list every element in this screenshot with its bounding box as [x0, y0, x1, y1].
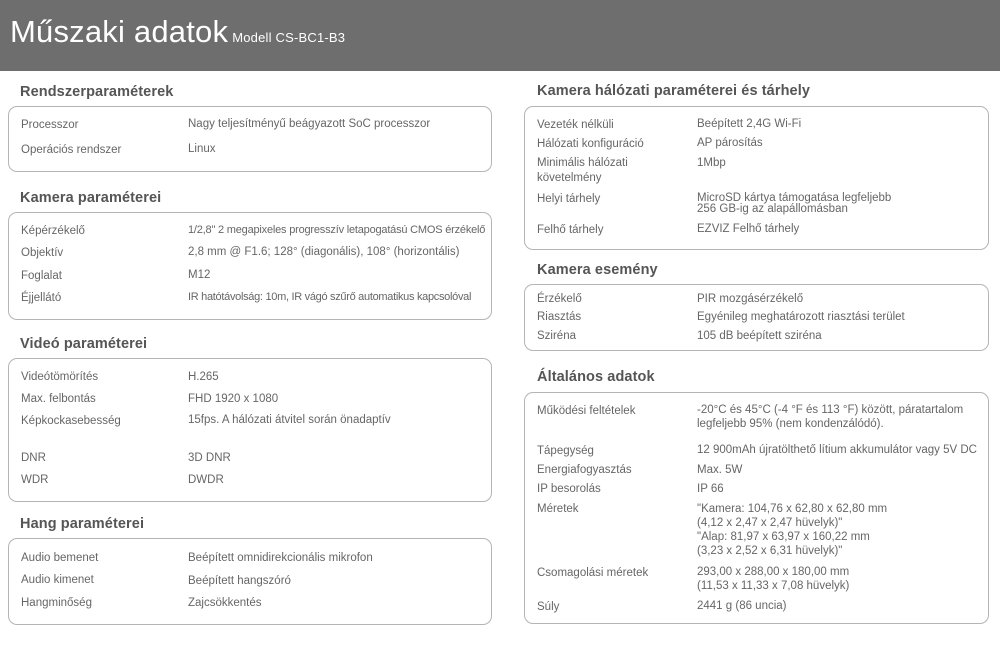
section-title-audio: Hang paraméterei: [20, 516, 145, 532]
spec-label: Videótömörítés: [21, 371, 99, 383]
spec-label: Riasztás: [537, 311, 582, 323]
spec-label: IP besorolás: [537, 483, 601, 495]
spec-value: Linux: [188, 143, 216, 155]
spec-value: IR hatótávolság: 10m, IR vágó szűrő automatikus kapcsolóval: [188, 291, 472, 303]
spec-label: Csomagolási méretek: [537, 567, 649, 579]
spec-label: Energiafogyasztás: [537, 464, 632, 476]
spec-value: M12: [188, 269, 211, 281]
spec-value: MicroSD kártya támogatása legfeljebb: [697, 192, 892, 204]
spec-value: 105 dB beépített sziréna: [697, 330, 822, 342]
spec-value-line2: 256 GB-ig az alapállomásban: [697, 203, 848, 215]
page-header: [0, 0, 1000, 71]
spec-value-line3: "Alap: 81,97 x 63,97 x 160,22 mm: [697, 531, 870, 543]
spec-value-line2: (4,12 x 2,47 x 2,47 hüvelyk)": [697, 517, 843, 529]
camera-params-box: [8, 212, 492, 320]
spec-value: 2441 g (86 uncia): [697, 600, 787, 612]
spec-value-line2: (11,53 x 11,33 x 7,08 hüvelyk): [697, 580, 850, 592]
spec-label: Audio bemenet: [21, 552, 99, 564]
spec-value: -20°C és 45°C (-4 °F és 113 °F) között, páratartalom: [697, 404, 964, 416]
spec-label: Foglalat: [21, 270, 62, 282]
spec-label: Tápegység: [537, 445, 594, 457]
spec-value: AP párosítás: [697, 137, 763, 149]
spec-value: Beépített hangszóró: [188, 575, 291, 587]
spec-label: Objektív: [21, 247, 64, 259]
spec-label: Operációs rendszer: [21, 144, 122, 156]
spec-label: Audio kimenet: [21, 574, 94, 586]
spec-label: Súly: [537, 601, 560, 613]
section-title-general: Általános adatok: [537, 369, 655, 385]
spec-label: Érzékelő: [537, 293, 582, 305]
page-title: [10, 14, 345, 50]
network-storage-box: [524, 106, 989, 250]
spec-label: Minimális hálózati: [537, 157, 628, 169]
section-title-camera: Kamera paraméterei: [20, 190, 162, 206]
spec-value: FHD 1920 x 1080: [188, 393, 279, 405]
spec-value: EZVIZ Felhő tárhely: [697, 223, 800, 235]
spec-label: Helyi tárhely: [537, 193, 601, 205]
spec-value: H.265: [188, 371, 219, 383]
spec-label: Sziréna: [537, 330, 576, 342]
section-title-system: Rendszerparaméterek: [20, 84, 174, 100]
spec-value: Egyénileg meghatározott riasztási terület: [697, 311, 905, 323]
spec-value: PIR mozgásérzékelő: [697, 293, 804, 305]
spec-value: 12 900mAh újratölthető lítium akkumulátor vagy 5V DC: [697, 444, 977, 456]
spec-value: 3D DNR: [188, 452, 231, 464]
section-title-video: Videó paraméterei: [20, 336, 148, 352]
spec-label: Éjjellátó: [21, 292, 62, 304]
spec-label: Vezeték nélküli: [537, 119, 614, 131]
section-title-network: Kamera hálózati paraméterei és tárhely: [537, 83, 810, 99]
spec-label: DNR: [21, 452, 46, 464]
spec-value: DWDR: [188, 474, 224, 486]
audio-params-box: [8, 538, 492, 625]
spec-value-line2: legfeljebb 95% (nem kondenzálódó).: [697, 418, 884, 430]
system-params-box: [8, 106, 492, 172]
spec-value: Beépített 2,4G Wi-Fi: [697, 118, 802, 130]
spec-label: Képérzékelő: [21, 225, 85, 237]
video-params-box: [8, 358, 492, 502]
spec-value: 1Mbp: [697, 157, 726, 169]
spec-value: Zajcsökkentés: [188, 597, 262, 609]
general-data-box: [524, 392, 989, 624]
spec-label: Processzor: [21, 119, 79, 131]
spec-label: Képkockasebesség: [21, 415, 121, 427]
title-text: Műszaki adatok: [10, 14, 229, 49]
spec-value: Nagy teljesítményű beágyazott SoC processzor: [188, 118, 431, 130]
spec-label: Hálózati konfiguráció: [537, 138, 644, 150]
spec-label: Max. felbontás: [21, 393, 96, 405]
spec-value: IP 66: [697, 483, 724, 495]
camera-event-box: [524, 284, 989, 351]
spec-value: 1/2,8" 2 megapixeles progresszív letapogatású CMOS érzékelő: [188, 224, 486, 236]
spec-value: Beépített omnidirekcionális mikrofon: [188, 552, 373, 564]
spec-value: 293,00 x 288,00 x 180,00 mm: [697, 566, 850, 578]
model-subtitle: Modell CS-BC1-B3: [232, 30, 346, 45]
spec-label: Felhő tárhely: [537, 224, 604, 236]
section-title-event: Kamera esemény: [537, 262, 658, 278]
spec-label: Működési feltételek: [537, 405, 636, 417]
spec-label-line2: követelmény: [537, 172, 602, 184]
spec-value: Max. 5W: [697, 464, 743, 476]
spec-value: 2,8 mm @ F1.6; 128° (diagonális), 108° (horizontális): [188, 246, 460, 258]
spec-value: 15fps. A hálózati átvitel során önadaptív: [188, 414, 391, 426]
spec-value-line4: (3,23 x 2,52 x 6,31 hüvelyk)": [697, 545, 843, 557]
spec-label: Hangminőség: [21, 597, 92, 609]
spec-value: "Kamera: 104,76 x 62,80 x 62,80 mm: [697, 503, 888, 515]
spec-label: WDR: [21, 474, 49, 486]
spec-label: Méretek: [537, 503, 579, 515]
